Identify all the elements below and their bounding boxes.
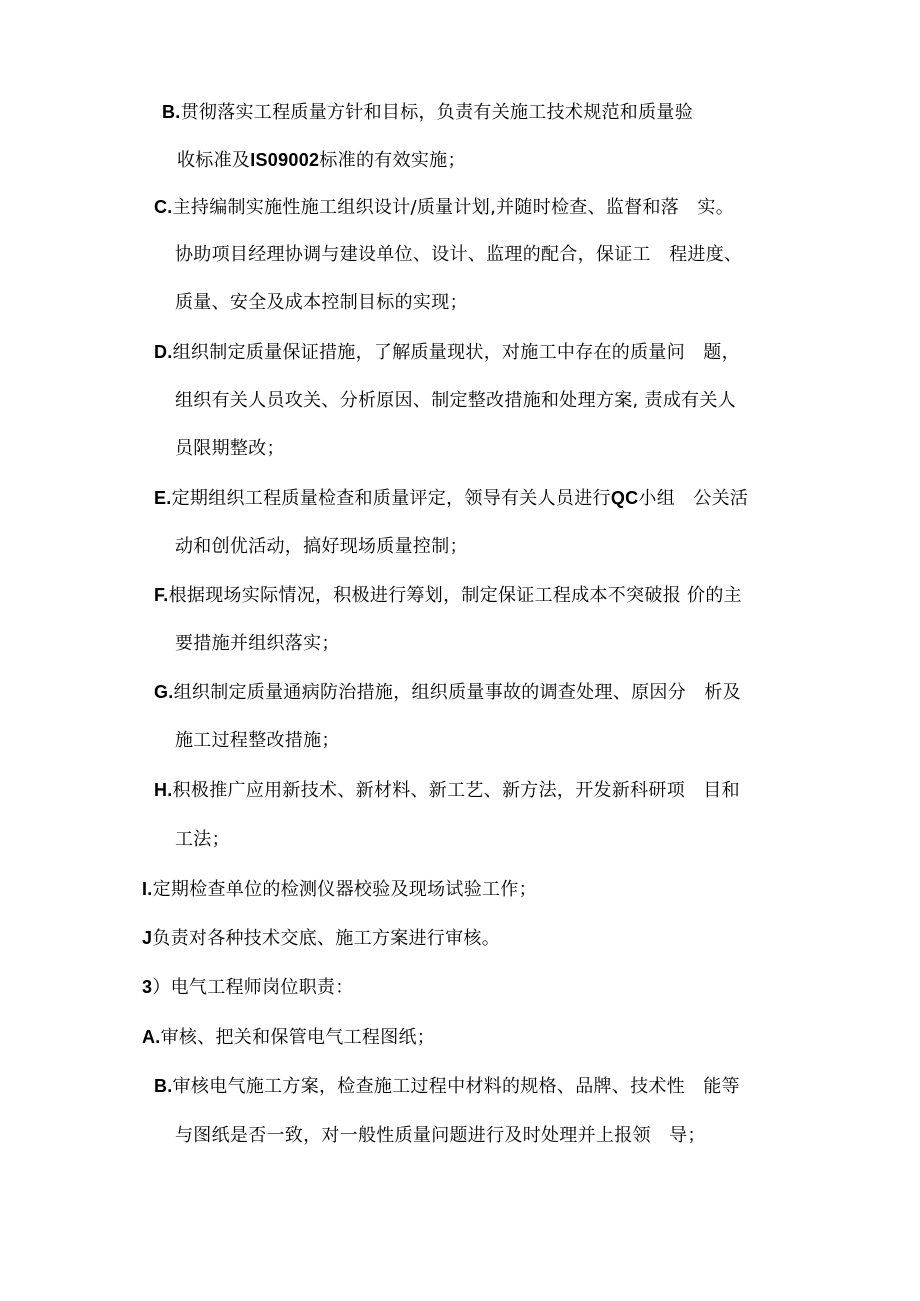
- item-text: 标准的有效实施；: [319, 150, 466, 171]
- item-text: 审核、把关和保管电气工程图纸；: [160, 1027, 436, 1048]
- item-text: 动和创优活动，搞好现场质量控制；: [175, 536, 468, 557]
- item-b-line-1: [162, 101, 693, 124]
- item-text: 积极推广应用新技术、新材料、新工艺、新方法，开发新科研项 目和: [172, 780, 740, 801]
- item-text: 根据现场实际情况，积极进行筹划，制定保证工程成本不突破报 价的主: [168, 585, 742, 606]
- item-c-line-2: [175, 244, 742, 266]
- item-marker: G.: [154, 682, 174, 702]
- standard-code: IS09002: [250, 150, 320, 170]
- item-text: 员限期整改；: [175, 438, 285, 459]
- item-text: 主持编制实施性施工组织设计/质量计划,并随时检查、监督和落 实。: [172, 197, 734, 218]
- item-text: 组织制定质量通病防治措施，组织质量事故的调查处理、原因分 析及: [173, 682, 741, 703]
- item-g-line-1: [154, 681, 741, 704]
- item-bb-line-2: [175, 1125, 706, 1147]
- item-text: 收标准及: [177, 150, 251, 171]
- item-marker: B.: [154, 1076, 173, 1096]
- item-bb-line-1: [154, 1075, 740, 1098]
- section-3-heading: [142, 976, 354, 999]
- item-marker: E.: [154, 488, 172, 508]
- item-text: 工法；: [175, 829, 230, 850]
- item-c-line-1: [154, 196, 734, 219]
- item-text: 贯彻落实工程质量方针和目标，负责有关施工技术规范和质量验: [180, 102, 694, 123]
- item-text: 质量、安全及成本控制目标的实现；: [175, 292, 468, 313]
- item-d-line-1: [154, 341, 740, 364]
- item-h-line-2: [175, 829, 230, 851]
- item-text: 组织制定质量保证措施，了解质量现状，对施工中存在的质量问 题，: [172, 342, 740, 363]
- item-h-line-1: [154, 779, 740, 802]
- qc-label: QC: [610, 488, 639, 508]
- item-marker: A.: [142, 1027, 161, 1047]
- section-title: ）电气工程师岗位职责：: [152, 977, 354, 998]
- item-marker: F.: [154, 585, 169, 605]
- item-text: 要措施并组织落实；: [175, 633, 340, 654]
- item-marker: C.: [154, 197, 173, 217]
- item-e-line-1: [154, 487, 748, 510]
- item-text: 协助项目经理协调与建设单位、设计、监理的配合，保证工 程进度、: [175, 244, 743, 265]
- item-j-line-1: [142, 927, 500, 950]
- item-d-line-3: [175, 438, 285, 460]
- section-number: 3: [142, 977, 153, 997]
- item-marker: I.: [142, 879, 153, 899]
- item-marker: J: [142, 928, 153, 948]
- item-text: 定期检查单位的检测仪器校验及现场试验工作；: [152, 879, 537, 900]
- item-marker: B.: [162, 102, 181, 122]
- item-i-line-1: [142, 878, 537, 901]
- item-c-line-3: [175, 292, 468, 314]
- item-text: 定期组织工程质量检查和质量评定，领导有关人员进行: [171, 488, 611, 509]
- item-marker: H.: [154, 780, 173, 800]
- item-text: 审核电气施工方案，检查施工过程中材料的规格、品牌、技术性 能等: [172, 1076, 740, 1097]
- item-d-line-2: [175, 390, 736, 412]
- item-f-line-2: [175, 633, 340, 655]
- item-marker: D.: [154, 342, 173, 362]
- item-text: 施工过程整改措施；: [175, 730, 340, 751]
- item-b-line-2: [177, 149, 466, 172]
- item-text: 组织有关人员攻关、分析原因、制定整改措施和处理方案, 责成有关人: [175, 390, 737, 411]
- item-e-line-2: [175, 536, 468, 558]
- item-text: 负责对各种技术交底、施工方案进行审核。: [152, 928, 501, 949]
- item-f-line-1: [154, 584, 742, 607]
- item-text: 小组 公关活: [638, 488, 749, 509]
- item-a-line-1: [142, 1026, 435, 1049]
- item-g-line-2: [175, 730, 340, 752]
- item-text: 与图纸是否一致，对一般性质量问题进行及时处理并上报领 导；: [175, 1125, 706, 1146]
